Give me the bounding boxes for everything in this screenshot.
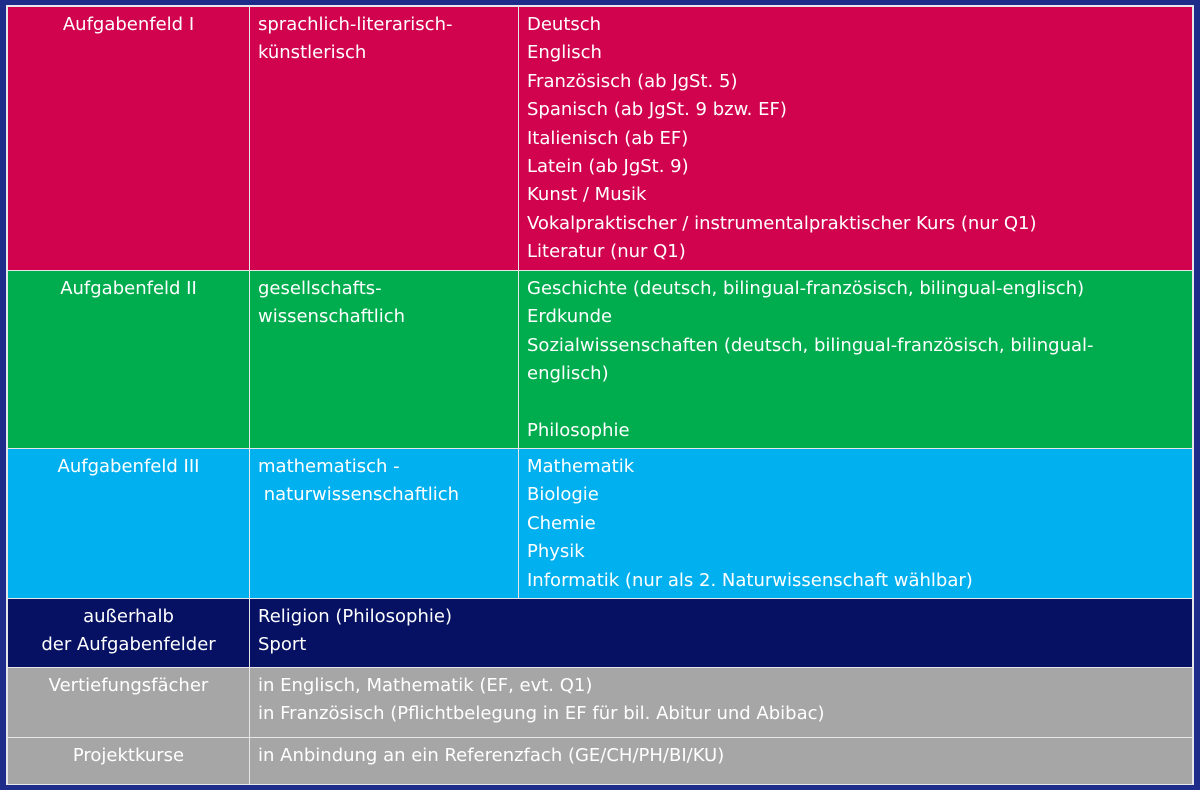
subject-item: in Französisch (Pflichtbelegung in EF für bil. Abitur und Abibac) — [258, 703, 825, 725]
subject-item: Physik — [527, 541, 585, 563]
row-label — [8, 668, 250, 738]
subject-item: Spanisch (ab JgSt. 9 bzw. EF) — [527, 99, 787, 121]
category-cell — [250, 449, 519, 599]
subjects-cell — [250, 738, 1193, 786]
row-label-text: Aufgabenfeld I — [62, 14, 195, 35]
subject-item: Biologie — [527, 484, 599, 506]
subject-item: Latein (ab JgSt. 9) — [527, 156, 689, 178]
row-label-text: Aufgabenfeld II — [60, 278, 197, 299]
subject-item: Französisch (ab JgSt. 5) — [527, 70, 738, 92]
subject-item: englisch) — [527, 363, 609, 385]
subject-item: Mathematik — [527, 456, 635, 477]
subjects-cell — [519, 449, 1193, 599]
subject-item: in Anbindung an ein Referenzfach (GE/CH/PH/BI/KU) — [258, 745, 725, 766]
category-cell — [250, 7, 519, 271]
table-row-aufgabenfeld-2 — [8, 271, 1193, 449]
subject-item: Geschichte (deutsch, bilingual-französisch, bilingual-englisch) — [527, 278, 1085, 299]
subject-item: Englisch — [527, 42, 602, 64]
category-line: sprachlich-literarisch- — [258, 14, 453, 35]
row-label-text: der Aufgabenfelder — [41, 634, 216, 656]
subject-item: in Englisch, Mathematik (EF, evt. Q1) — [258, 675, 593, 696]
row-label — [8, 738, 250, 786]
subject-item: Literatur (nur Q1) — [527, 241, 686, 263]
table-row-aufgabenfeld-3 — [8, 449, 1193, 599]
subject-item: Kunst / Musik — [527, 184, 647, 206]
blank-line — [527, 389, 1184, 417]
category-line: künstlerisch — [258, 42, 367, 64]
table-row-aufgabenfeld-1 — [8, 7, 1193, 271]
row-label-text: Vertiefungsfächer — [48, 675, 209, 696]
row-label — [8, 599, 250, 668]
category-cell — [250, 271, 519, 449]
table-row-projektkurse — [8, 738, 1193, 786]
subject-item: Chemie — [527, 512, 596, 534]
subject-table — [7, 6, 1193, 785]
table-row-ausserhalb — [8, 599, 1193, 668]
table-row-vertiefungsfaecher — [8, 668, 1193, 738]
subject-item: Erdkunde — [527, 306, 613, 328]
subject-item: Informatik (nur als 2. Naturwissenschaft wählbar) — [527, 569, 973, 591]
subject-item: Deutsch — [527, 14, 602, 35]
subjects-cell — [250, 599, 1193, 668]
subjects-cell — [519, 7, 1193, 271]
subject-item: Religion (Philosophie) — [258, 606, 452, 627]
subject-table-frame — [6, 5, 1194, 785]
category-line: wissenschaftlich — [258, 306, 406, 328]
subject-item: Philosophie — [527, 420, 630, 442]
row-label — [8, 449, 250, 599]
row-label-text: Aufgabenfeld III — [57, 456, 200, 477]
subject-item: Italienisch (ab EF) — [527, 127, 689, 149]
row-label — [8, 271, 250, 449]
subject-item: Sport — [258, 634, 307, 656]
category-line: naturwissenschaftlich — [258, 484, 460, 506]
row-label-text: Projektkurse — [72, 745, 185, 766]
category-line: mathematisch - — [258, 456, 400, 477]
row-label — [8, 7, 250, 271]
subjects-cell — [519, 271, 1193, 449]
subject-item: Vokalpraktischer / instrumentalpraktischer Kurs (nur Q1) — [527, 212, 1037, 234]
subjects-cell — [250, 668, 1193, 738]
subject-item: Sozialwissenschaften (deutsch, bilingual-französisch, bilingual- — [527, 334, 1094, 356]
row-label-text: außerhalb — [83, 606, 174, 627]
category-line: gesellschafts- — [258, 278, 382, 299]
